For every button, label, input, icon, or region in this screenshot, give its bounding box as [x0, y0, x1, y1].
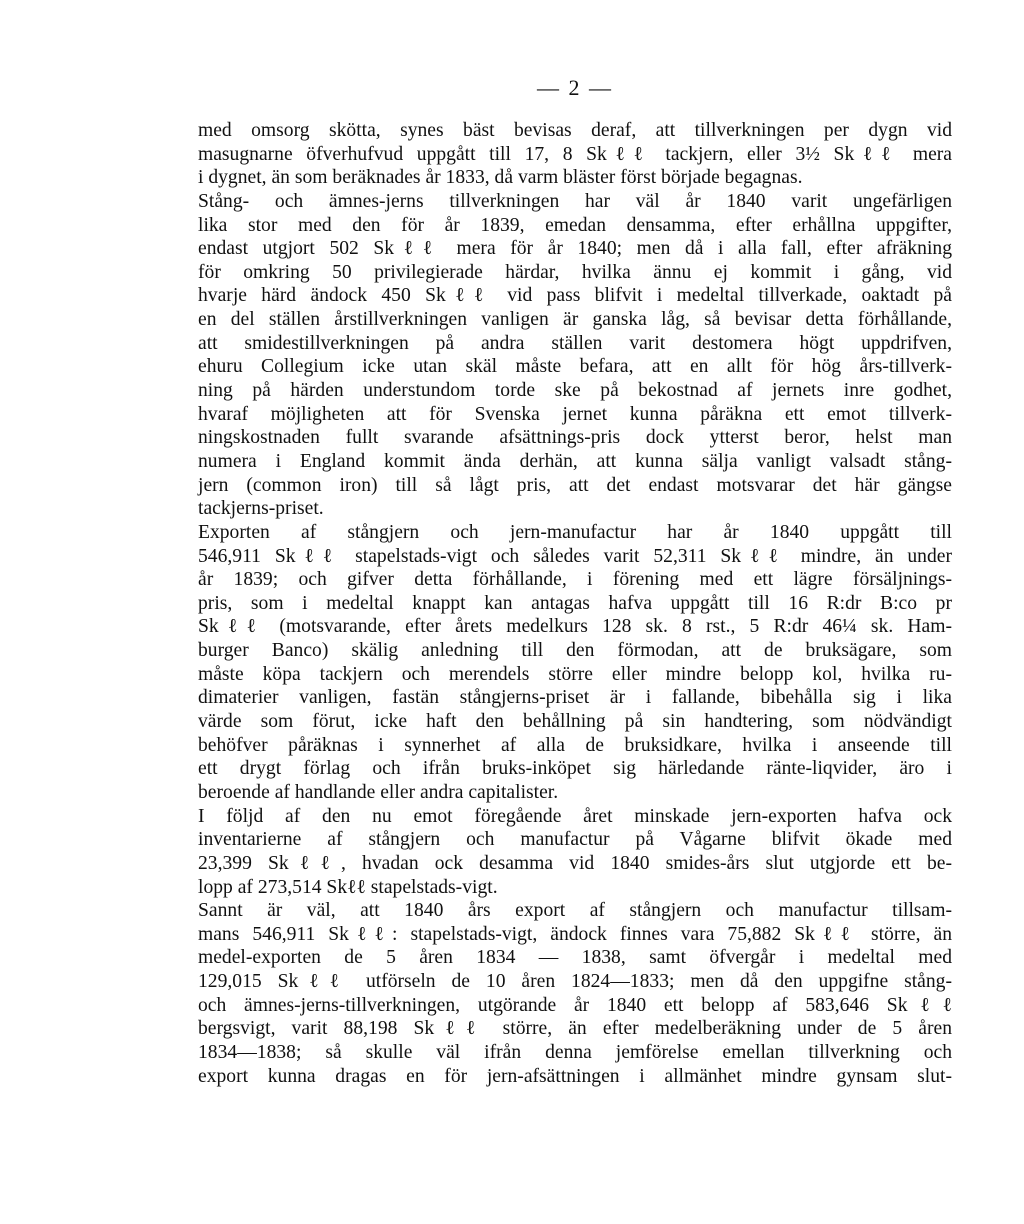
text-line: numera i England kommit ända derhän, att kunna sälja vanligt valsadt stång- — [198, 450, 952, 472]
body-text — [198, 119, 952, 1088]
text-line: Sannt är väl, att 1840 års export af stångjern och manufactur tillsam- — [198, 900, 952, 922]
text-line: hvarje härd ändock 450 Skℓℓ vid pass blifvit i medeltal tillverkade, oaktadt på — [198, 285, 952, 307]
text-line: med omsorg skötta, synes bäst bevisas deraf, att tillverkningen per dygn vid — [198, 120, 952, 141]
text-line: år 1839; och gifver detta förhållande, i förening med ett lägre försäljnings- — [198, 569, 952, 591]
text-line: mans 546,911 Skℓℓ: stapelstads-vigt, ändock finnes vara 75,882 Skℓℓ större, än — [198, 923, 952, 945]
text-line: pris, som i medeltal knappt kan antagas hafva uppgått till 16 R:dr B:co pr — [198, 592, 952, 614]
text-line: jern (common iron) till så lågt pris, att det endast motsvarar det här gängse — [198, 474, 952, 496]
text-line: och ämnes-jerns-tillverkningen, utgörande år 1840 ett belopp af 583,646 Skℓℓ — [198, 994, 952, 1016]
text-line: Exporten af stångjern och jern-manufactur har år 1840 uppgått till — [198, 521, 952, 543]
text-line: att smidestillverkningen på andra ställen varit destomera högt uppdrifven, — [198, 332, 952, 354]
document-page — [198, 68, 952, 1088]
text-line: ehuru Collegium icke utan skäl måste befara, att en allt för hög års-tillverk- — [198, 356, 952, 378]
text-line: dimaterier vanligen, fastän stångjerns-priset är i fallande, bibehålla sig i lika — [198, 687, 952, 709]
text-line: hvaraf möjligheten att för Svenska jernet kunna påräkna ett emot tillverk- — [198, 403, 952, 425]
text-line: värde som förut, icke haft den behållning på sin handtering, som nödvändigt — [198, 711, 952, 733]
text-line: beroende af handlande eller andra capitalister. — [198, 781, 559, 803]
text-line: lopp af 273,514 Skℓℓ stapelstads-vigt. — [198, 876, 498, 898]
text-line: I följd af den nu emot föregående året minskade jern-exporten hafva ock — [198, 805, 952, 827]
text-line: behöfver påräknas i synnerhet af alla de bruksidkare, hvilka i anseende till — [198, 734, 952, 756]
text-line: 129,015 Skℓℓ utförseln de 10 åren 1824—1833; men då den uppgifne stång- — [198, 971, 952, 993]
text-line: Skℓℓ (motsvarande, efter årets medelkurs 128 sk. 8 rst., 5 R:dr 46¼ sk. Ham- — [198, 616, 952, 638]
text-line: Stång- och ämnes-jerns tillverkningen har väl år 1840 varit ungefärligen — [198, 190, 952, 212]
text-line: lika stor med den för år 1839, emedan densamma, efter erhållna uppgifter, — [198, 214, 952, 236]
text-line: masugnarne öfverhufvud uppgått till 17, 8 Skℓℓ tackjern, eller 3½ Skℓℓ mera — [198, 143, 952, 165]
text-line: export kunna dragas en för jern-afsättningen i allmänhet mindre gynsam slut- — [198, 1065, 952, 1087]
text-line: en del ställen årstillverkningen vanligen är ganska låg, så bevisar detta förhållande, — [198, 309, 952, 331]
text-line: burger Banco) skälig anledning till den förmodan, att de bruksägare, som — [198, 640, 952, 662]
text-line: medel-exporten de 5 åren 1834 — 1838, samt öfvergår i medeltal med — [198, 947, 952, 969]
page-number: — 2 — — [537, 75, 613, 100]
text-line: endast utgjort 502 Skℓℓ mera för år 1840; men då i alla fall, efter afräkning — [198, 238, 952, 260]
text-line: inventarierne af stångjern och manufactur på Vågarne blifvit ökade med — [198, 829, 952, 851]
text-line: ning på härden understundom torde ske på bekostnad af jernets inre godhet, — [198, 380, 952, 402]
text-line: ningskostnaden fullt svarande afsättnings-pris dock ytterst beror, helst man — [198, 427, 952, 449]
text-line: i dygnet, än som beräknades år 1833, då varm bläster först började begagnas. — [198, 167, 803, 189]
text-line: bergsvigt, varit 88,198 Skℓℓ större, än efter medelberäkning under de 5 åren — [198, 1018, 952, 1040]
text-line: ett drygt förlag och ifrån bruks-inköpet sig härledande ränte-liqvider, äro i — [198, 758, 952, 780]
text-line: måste köpa tackjern och merendels större eller mindre belopp kol, hvilka ru- — [198, 663, 952, 685]
text-line: för omkring 50 privilegierade härdar, hvilka ännu ej kommit i gång, vid — [198, 261, 952, 283]
text-line: 23,399 Skℓℓ, hvadan ock desamma vid 1840 smides-års slut utgjorde ett be- — [198, 852, 952, 874]
text-line: 546,911 Skℓℓ stapelstads-vigt och således varit 52,311 Skℓℓ mindre, än under — [198, 545, 952, 567]
text-line: 1834—1838; så skulle väl ifrån denna jemförelse emellan tillverkning och — [198, 1041, 952, 1063]
text-line: tackjerns-priset. — [198, 498, 324, 520]
